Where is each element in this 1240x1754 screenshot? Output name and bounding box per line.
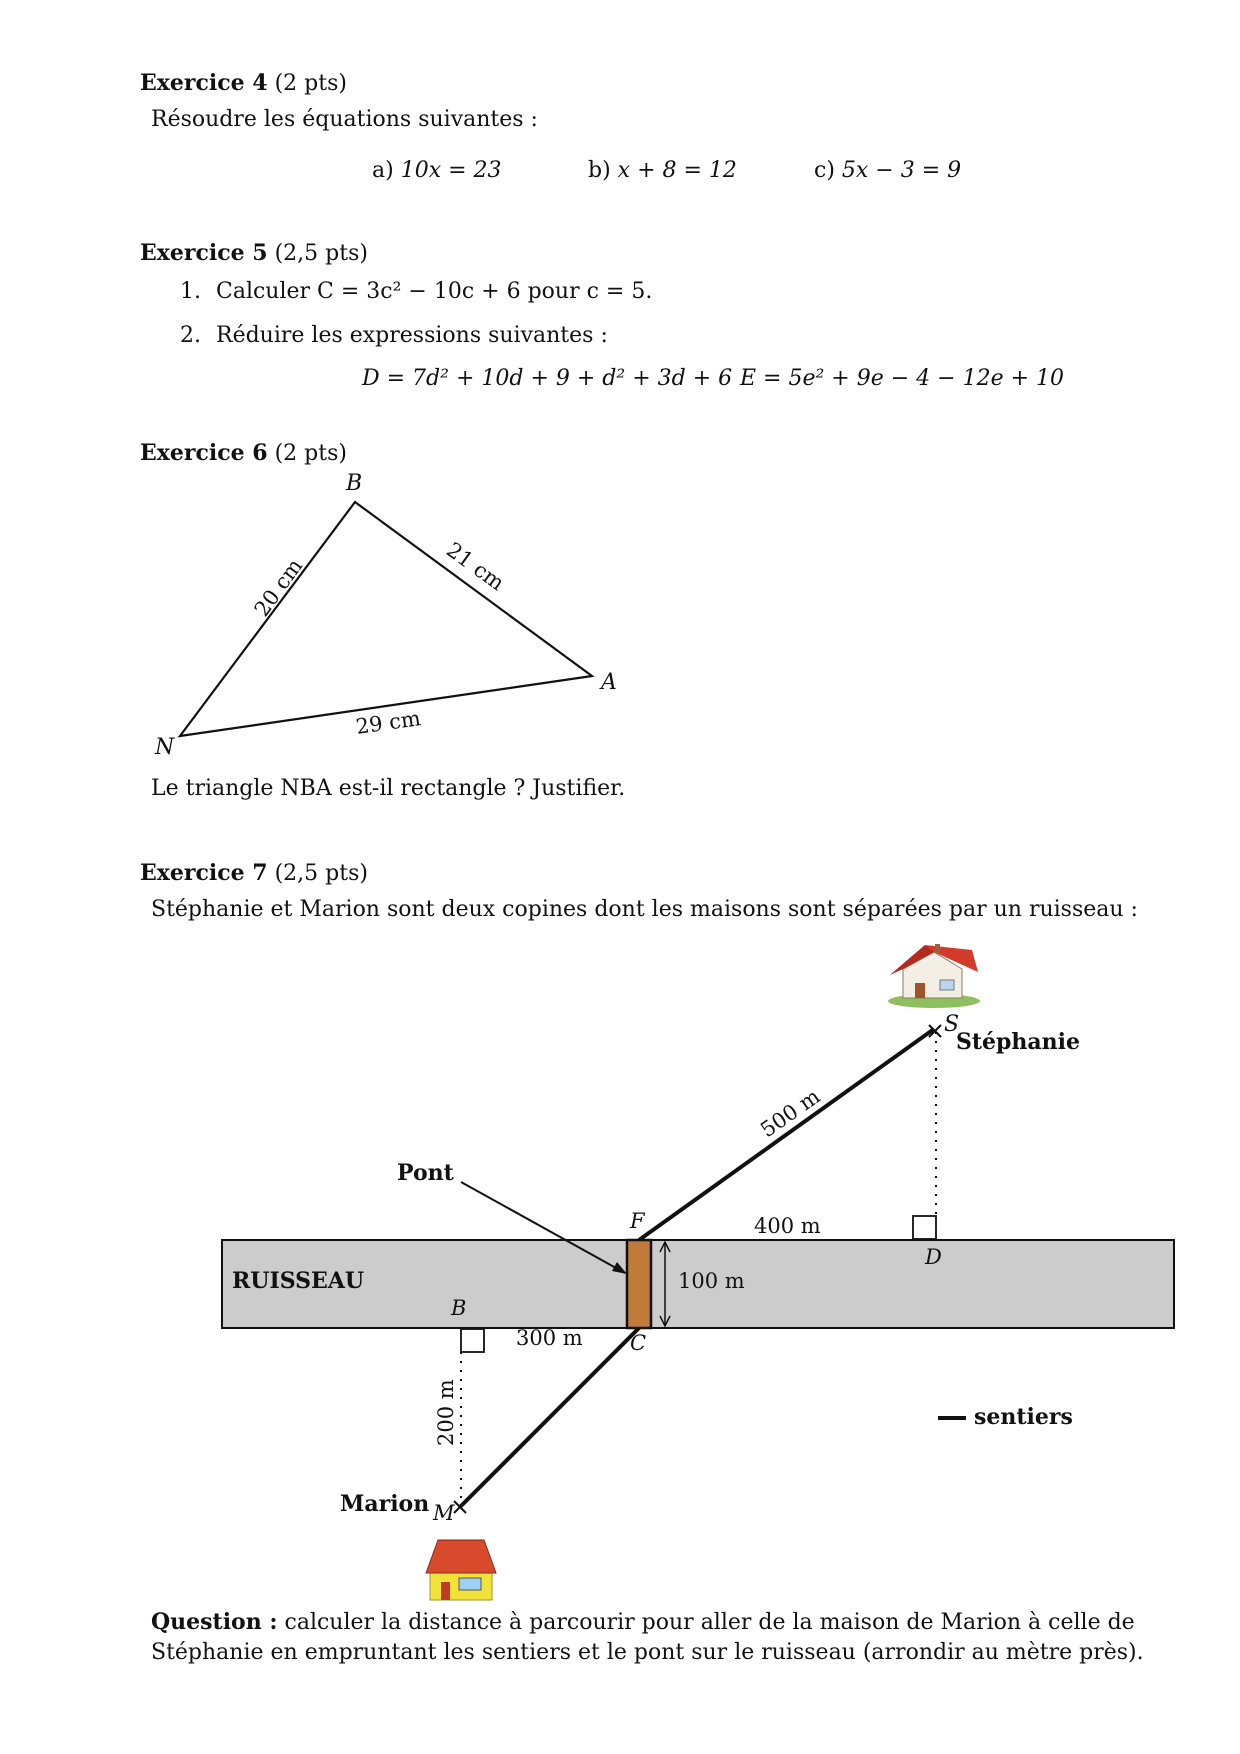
label-100m: 100 m [678, 1269, 745, 1293]
q1-text: Calculer C = 3c² − 10c + 6 pour c = 5. [216, 279, 653, 304]
ex7-question [151, 1607, 1161, 1668]
right-angle-b [461, 1329, 484, 1352]
question-label: Question : [151, 1609, 278, 1635]
label-f: F [630, 1209, 645, 1233]
ex4-instruction: Résoudre les équations suivantes : [151, 107, 538, 132]
label-c: C [630, 1331, 647, 1355]
label-b: B [451, 1296, 467, 1320]
ex7-title: Exercice 7 [140, 860, 268, 886]
label-300m: 300 m [516, 1326, 583, 1350]
ex4-title: Exercice 4 [140, 70, 268, 96]
house-stephanie-icon [888, 944, 980, 1008]
point-m-mark [454, 1501, 466, 1513]
eq-c: 5x − 3 = 9 [841, 158, 962, 183]
label-stephanie: Stéphanie [956, 1029, 1081, 1055]
bridge [627, 1240, 651, 1328]
label-s: S [944, 1012, 960, 1037]
label-200m: 200 m [434, 1379, 458, 1446]
eq-a: 10x = 23 [400, 158, 502, 183]
ex5-title: Exercice 5 [140, 240, 268, 266]
label-ruisseau: RUISSEAU [232, 1268, 365, 1294]
ex6-question-text: Le triangle NBA est-il rectangle ? Justifier. [151, 776, 626, 801]
ex5-points: (2,5 pts) [274, 241, 368, 266]
side-nb-label: 20 cm [249, 554, 308, 621]
path-fs [639, 1029, 934, 1240]
label-d: D [925, 1245, 942, 1269]
vertex-b-label: B [346, 471, 363, 496]
vertex-a-label: A [601, 670, 617, 695]
side-ba-label: 21 cm [442, 537, 509, 596]
ex4-points: (2 pts) [274, 71, 347, 96]
ex5-expression-e: E = 5e² + 9e − 4 − 12e + 10 [740, 366, 1065, 391]
eq-c-label: c) [814, 158, 835, 183]
q1-number: 1. [180, 279, 201, 304]
label-m: M [433, 1501, 455, 1525]
eq-b-label: b) [588, 158, 611, 183]
right-angle-d [913, 1216, 936, 1239]
label-400m: 400 m [754, 1214, 821, 1238]
ex5-expression-d: D = 7d² + 10d + 9 + d² + 3d + 6 [362, 366, 733, 391]
q2-text: Réduire les expressions suivantes : [216, 323, 608, 348]
eq-b: x + 8 = 12 [617, 158, 737, 183]
vertex-n-label: N [155, 735, 175, 760]
house-marion-icon [426, 1540, 496, 1600]
legend-sentiers: sentiers [974, 1404, 1073, 1430]
ex6-title: Exercice 6 [140, 440, 268, 466]
side-na-label: 29 cm [354, 706, 423, 739]
question-text: calculer la distance à parcourir pour aller de la maison de Marion à celle de Stéphanie en empruntant les sentiers et le pont sur le ruisseau (arrondir au mètre près). [151, 1610, 1144, 1665]
ex7-points: (2,5 pts) [274, 861, 368, 886]
eq-a-label: a) [372, 158, 394, 183]
label-pont: Pont [397, 1160, 454, 1186]
ex6-points: (2 pts) [274, 441, 347, 466]
label-marion: Marion [340, 1491, 430, 1517]
ex7-intro: Stéphanie et Marion sont deux copines dont les maisons sont séparées par un ruisseau : [151, 897, 1138, 922]
q2-number: 2. [180, 323, 201, 348]
path-cm [460, 1328, 639, 1507]
label-500m: 500 m [756, 1084, 825, 1143]
